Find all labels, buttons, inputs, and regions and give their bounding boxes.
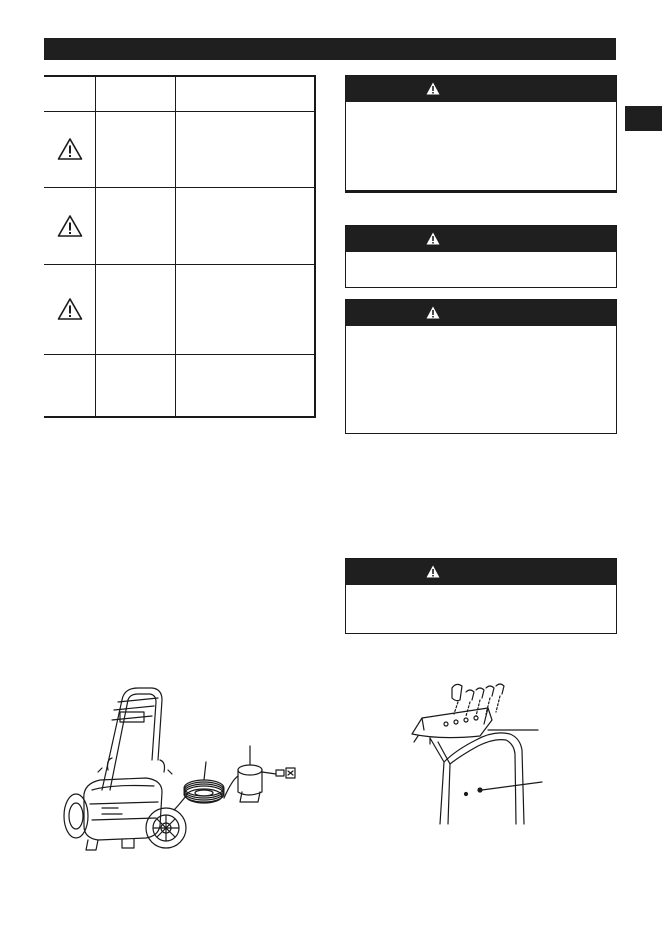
warning-triangle-icon [426,306,440,319]
table-row-divider [44,187,316,188]
notice-box-2 [345,225,617,288]
notice-box-3 [345,299,617,434]
table-row-divider [44,264,316,265]
notice-header [346,559,616,585]
power-cord-gfci-icon [224,765,295,802]
callout-leader [204,762,206,780]
table-row-divider [44,111,316,112]
notice-box-1 [345,75,617,193]
table-col-divider [175,75,176,418]
notice-header [346,226,616,252]
pressure-washer-illustration [62,680,302,860]
warning-triangle-icon [57,137,83,161]
notice-box-4 [345,558,617,634]
table-frame [44,75,316,418]
safety-symbol-table [44,75,316,418]
nozzle-holder-illustration [400,678,550,828]
warning-triangle-icon [57,214,83,238]
warning-triangle-icon [426,82,440,95]
table-row-divider [44,354,316,355]
notice-header [346,76,616,102]
warning-triangle-icon [57,297,83,321]
warning-triangle-icon [426,232,440,245]
nozzle-holder-icon [412,708,492,738]
table-col-divider [95,75,96,418]
warning-triangle-icon [426,565,440,578]
notice-header [346,300,616,326]
washer-body-icon [84,778,162,840]
coiled-hose-icon [184,780,224,803]
handle-bar-icon [430,733,524,824]
nozzle-tips-icon [452,684,504,701]
callout-leader [482,782,542,790]
language-tab-marker [625,106,662,131]
section-header-bar [44,38,616,60]
